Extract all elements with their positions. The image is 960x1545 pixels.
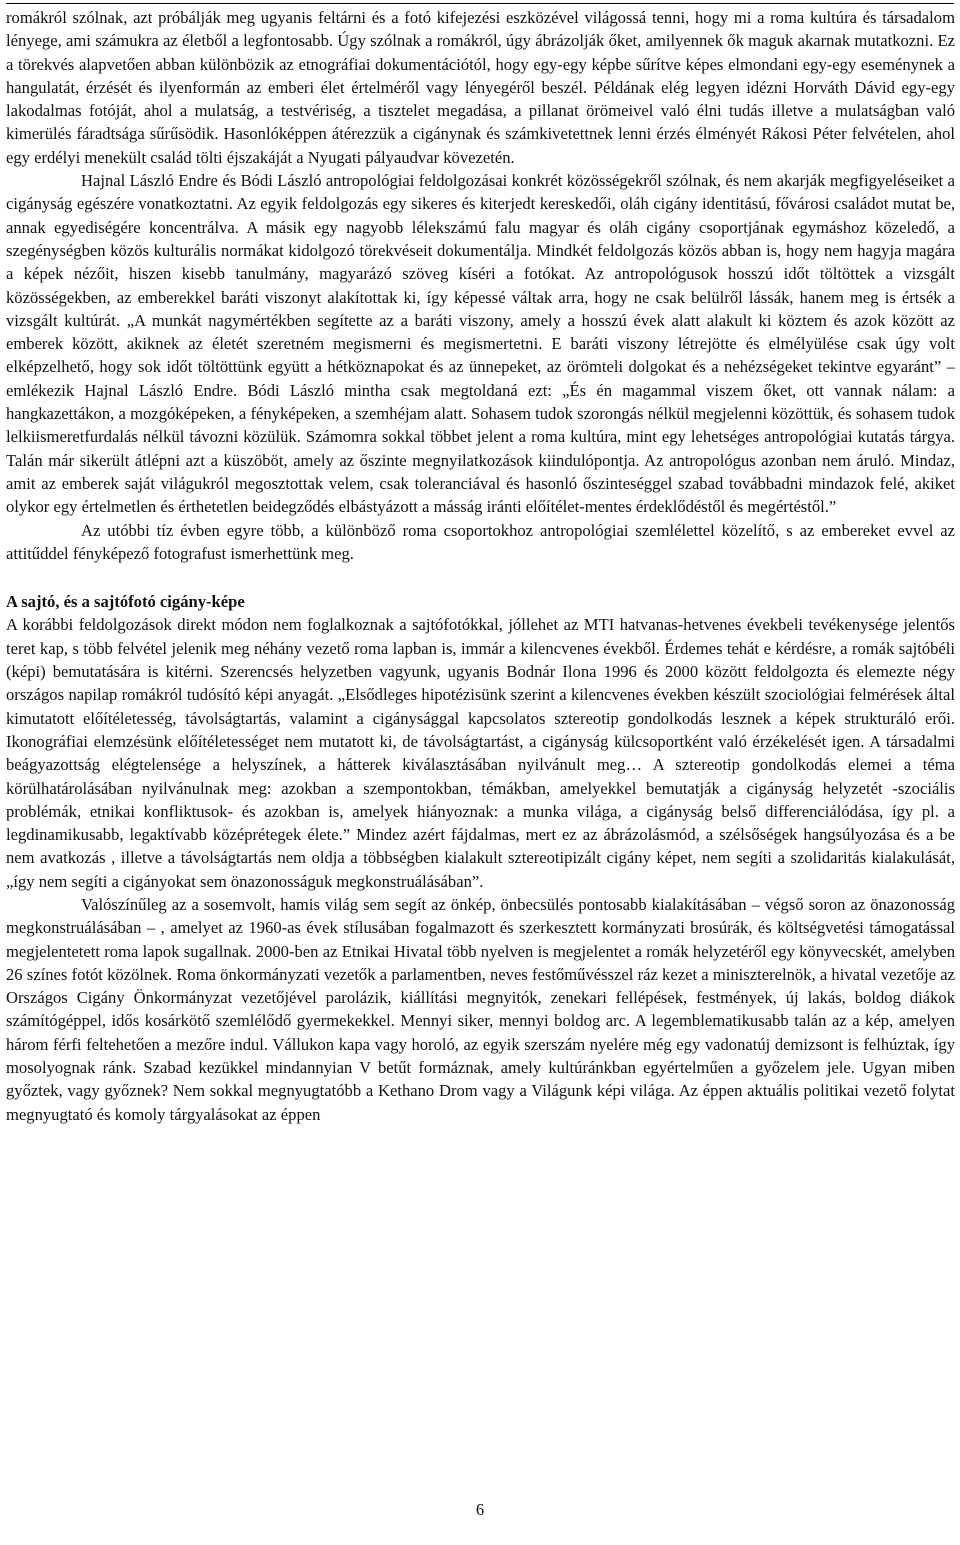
paragraph: A korábbi feldolgozások direkt módon nem foglalkoznak a sajtófotókkal, jóllehet az MTI hatvanas-hetvenes évekbeli tevékenysége jelentős teret kap, s több felvétel jelenik meg néhány vezető roma lapban is, immár a kilencvenes évekből. Érdemes tehát e kérdésre, a romák sajtóbéli (képi) bemutatására is kitérni. Szerencsés helyzetben vagyunk, ugyanis Bodnár Ilona 1996 és 2000 között feldolgozta és elemezte négy országos napilap romákról tudósító képi anyagát. „Elsődleges hipotézisünk szerint a kilencvenes években készült szociológiai felmérések által kimutatott előítéletesség, távolságtartás, valamint a cigánysággal kapcsolatos sztereotip gondolkodás lesznek a képek strukturáló erői. Ikonográfiai elemzésünk előítéletességet nem mutatott ki, de távolságtartást, a cigányság külcsoportként való érzékelését igen. A társadalmi beágyazottság elégtelensége a helyszínek, a hátterek kiválasztásában nyilvánult meg… A sztereotip gondolkodás elemei a téma körülhatárolásában nyilvánulnak meg: azokban a szempontokban, témákban, amelyekkel bemutatják a cigányság helyzetét -szociális problémák, etnikai konfliktusok- és azokban is, amelyek hiányoznak: a munka világa, a cigányság belső differenciálódása, így pl. a legdinamikusabb, legaktívabb középrétegek élete.” Mindez azért fájdalmas, mert ez az ábrázolásmód, a szélsőségek hangsúlyozása és a be nem avatkozás , illetve a távolságtartás nem oldja a többségben kialakult sztereotipizált cigány képet, nem segíti a szolidaritás kialakulását, „így nem segíti a cigányokat sem önazonosságuk megkonstruálásában”. (6, 615, 955, 891)
paragraph: Valószínűleg az a sosemvolt, hamis világ sem segít az önkép, önbecsülés pontosabb kialakításában – végső soron az önazonosság megkonstruálásában – , amelyet az 1960-as évek stílusában fogalmazott és szerkesztett kormányzati brosúrák, és költségvetési támogatással megjelentetett roma lapok sugallnak. 2000-ben az Etnikai Hivatal több nyelven is megjelentet a romák helyzetéről egy könyvecskét, amelyben 26 színes fotót közölnek. Roma önkormányzati vezetők a parlamentben, neves festőművésszel ráz kezet a miniszterelnök, a hivatal vezetője az Országos Cigány Önkormányzat vezetőjével parolázik, kiállítási megnyitók, zenekari fellépések, festmények, új lakás, boldog diákok számítógéppel, idős kosárkötő szemlélődő gyermekekkel. Mennyi siker, mennyi boldog arc. A legemblematikusabb talán az a kép, amelyen három férfi feltehetően a mezőre indul. Vállukon kapa vagy horoló, az egyik szerszám nyelére még egy vadonatúj demizsont is felhúztak, így mosolyognak ránk. Szabad kezükkel mindannyian V betűt formáznak, amely kultúránkban egyértelműen a győzelem jele. Ugyan miben győztek, vagy győznek? Nem sokkal megnyugtatóbb a Kethano Drom vagy a Világunk képi világa. Az éppen aktuális politikai vezető folytat megnyugtató és komoly tárgyalásokat az éppen (6, 894, 955, 1124)
page-number: 6 (475, 1500, 485, 1519)
section-heading: A sajtó, és a sajtófotó cigány-képe (6, 592, 245, 612)
paragraph: Hajnal László Endre és Bódi László antropológiai feldolgozásai konkrét közösségekről szólnak, és nem akarják megfigyeléseiket a cigányság egészére vonatkoztatni. Az egyik feldolgozás egy sikeres és kiterjedt kereskedői, oláh cigány identitású, fővárosi családot mutat be, annak egyediségére koncentrálva. A másik egy nagyobb lélekszámú falu magyar és oláh cigány csoportjának egymáshoz közeledő, a szegénységben közös kulturális normákat kidolgozó törekvéseit dokumentálja. Mindkét feldolgozás közös abban is, hogy nem hagyja magára a képek nézőit, hiszen kisebb tanulmány, magyarázó szöveg kíséri a fotókat. Az antropológusok hosszú időt töltöttek a vizsgált közösségekben, az emberekkel baráti viszonyt alakítottak ki, így képessé váltak arra, hogy ne csak belülről lássák, hanem meg is értsék a vizsgált kultúrát. „A munkát nagymértékben segítette az a baráti viszony, amely a hosszú évek alatt alakult ki köztem és azok között az emberek között, akiknek az életét szeretném megismerni és megismertetni. E baráti viszony létrejötte és elmélyülése csak úgy volt elképzelhető, hogy sok időt töltöttünk együtt a hétköznapokat és az ünnepeket, az örömteli dolgokat és a nehézségeket tekintve egyaránt” – emlékezik Hajnal László Endre. Bódi László mintha csak megtoldaná ezt: „És én magammal viszem őket, ott vannak nálam: a hangkazettákon, a mozgóképeken, a fényképeken, a szemhéjam alatt. Sohasem tudok szorongás nélkül megjelenni közöttük, és sohasem tudok lelkiismeretfurdalás nélkül távozni közülük. Számomra sokkal többet jelent a roma kultúra, mint egy lehetséges antropológiai kutatás tárgya. Talán már sikerült átlépni azt a küszöböt, amely az őszinte megnyilatkozások kiindulópontja. Az antropológus azonban nem áruló. Mindaz, amit az emberek saját világukról megosztottak velem, csak toleranciával és hasonló őszinteséggel szabad továbbadni mindazok felé, akiket olykor egy értelmetlen és érthetetlen beidegződés elbástyázott a másság iránti előítélet-mentes érdeklődéstől és megértéstől.” (6, 171, 955, 517)
paragraph: Az utóbbi tíz évben egyre több, a különböző roma csoportokhoz antropológiai szemlélettel közelítő, s az embereket evvel az attitűddel fényképező fotografust ismerhettünk meg. (6, 520, 955, 563)
document-body (6, 6, 955, 1126)
paragraph: romákról szólnak, azt próbálják meg ugyanis feltárni és a fotó kifejezési eszközével világossá tenni, hogy mi a roma kultúra és társadalom lényege, ami számukra az életből a legfontosabb. Úgy szólnak a romákról, úgy ábrázolják őket, amilyennek ők maguk akarnak mutatkozni. Ez a törekvés alapvetően abban különbözik az etnográfiai dokumentációtól, hogy egy-egy képbe sűrítve képes elmondani egy-egy eseménynek a hangulatát, érzését és ilyenformán az emberi élet értelméről vagy lényegéről beszél. Példának elég legyen idézni Horváth Dávid egy-egy lakodalmas fotóját, ahol a mulatság, a testvériség, a tisztelet megadása, a pillanat örömeivel való élni tudás illetve a mulatságban való kimerülés fáradtsága sűrűsödik. Hasonlóképpen átérezzük a cigánynak és számkivetettnek lenni érzés élményét Rákosi Péter felvételen, ahol egy erdélyi menekült család tölti éjszakáját a Nyugati pályaudvar kövezetén. (6, 8, 955, 167)
top-rule (6, 3, 954, 4)
